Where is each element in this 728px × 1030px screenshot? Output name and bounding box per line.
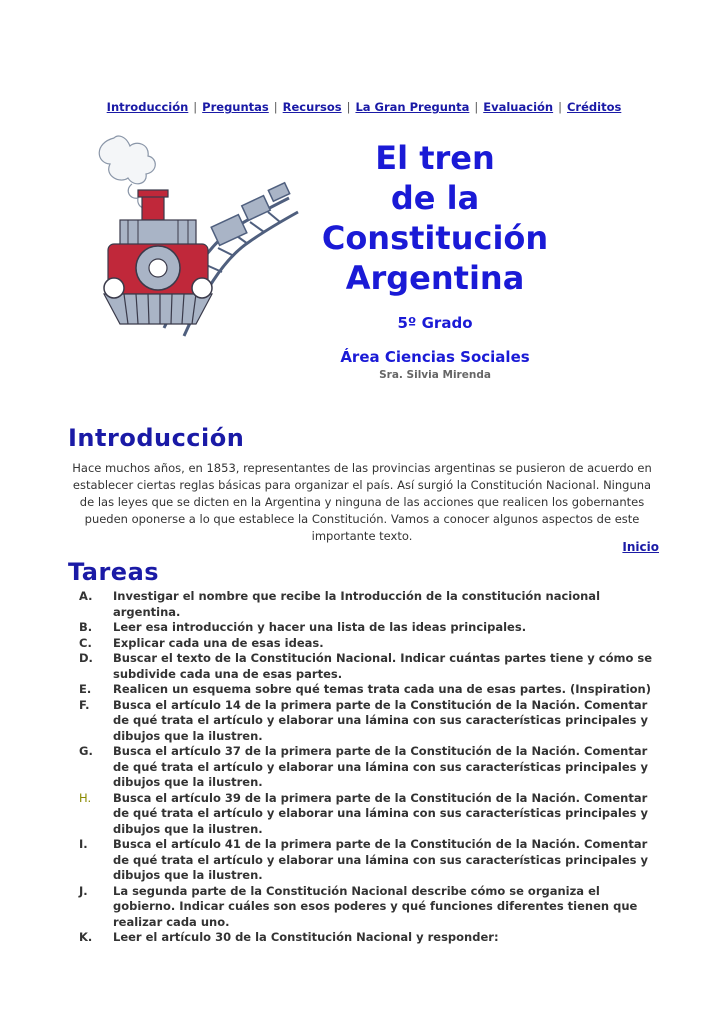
task-text: Busca el artículo 37 de la primera parte de la Constitución de la Nación. Comentar de qué trata el artículo y elaborar una lámina con sus características principales y dibujos que la ilustren.: [113, 744, 648, 789]
title-line: de la: [390, 179, 480, 217]
task-text: Busca el artículo 41 de la primera parte de la Constitución de la Nación. Comentar de qué trata el artículo y elaborar una lámina con sus características principales y dibujos que la ilustren.: [113, 837, 648, 882]
list-marker: B.: [79, 620, 93, 634]
list-item: [76, 698, 660, 745]
list-marker: K.: [79, 930, 93, 944]
list-item: [76, 791, 660, 838]
list-marker: D.: [79, 651, 93, 665]
task-text: Leer esa introducción y hacer una lista de las ideas principales.: [113, 620, 527, 634]
task-list: [76, 589, 660, 946]
intro-heading: Introducción: [68, 424, 245, 452]
list-marker: J.: [79, 883, 88, 898]
top-navigation: [0, 100, 728, 114]
list-marker: A.: [79, 589, 93, 603]
list-marker: H.: [79, 790, 92, 805]
title-block: [300, 138, 570, 381]
grade-label: 5º Grado: [397, 314, 473, 332]
nav-separator: |: [193, 100, 198, 114]
nav-separator: |: [346, 100, 351, 114]
title-line: El tren: [375, 139, 495, 177]
task-text: Leer el artículo 30 de la Constitución Nacional y responder:: [113, 930, 499, 944]
nav-link-creditos[interactable]: Créditos: [566, 100, 622, 114]
list-item: [76, 682, 660, 698]
nav-separator: |: [558, 100, 562, 114]
list-item: [76, 620, 660, 636]
list-item: [76, 930, 660, 946]
list-marker: I.: [79, 837, 88, 851]
list-marker: F.: [79, 697, 90, 712]
page-title: [300, 138, 570, 298]
nav-link-evaluacion[interactable]: Evaluación: [483, 100, 554, 114]
task-text: Investigar el nombre que recibe la Introducción de la constitución nacional argentina.: [113, 589, 601, 619]
nav-separator: |: [273, 100, 278, 114]
nav-link-introduccion[interactable]: Introducción: [106, 100, 189, 114]
list-marker: G.: [79, 744, 93, 758]
nav-link-la-gran-pregunta[interactable]: La Gran Pregunta: [355, 100, 470, 114]
train-clipart-icon: [84, 128, 324, 338]
list-item: [76, 589, 660, 620]
area-label: Área Ciencias Sociales: [340, 348, 530, 366]
task-text: Busca el artículo 39 de la primera parte de la Constitución de la Nación. Comentar de qué trata el artículo y elaborar una lámina con sus características principales y dibujos que la ilustren.: [113, 790, 648, 836]
list-item: [76, 651, 660, 682]
task-text: Busca el artículo 14 de la primera parte de la Constitución de la Nación. Comentar de qué trata el artículo y elaborar una lámina con sus características principales y dibujos que la ilustren.: [113, 697, 648, 743]
nav-link-recursos[interactable]: Recursos: [282, 100, 342, 114]
list-item: [76, 884, 660, 931]
task-text: Realicen un esquema sobre qué temas trata cada una de esas partes. (Inspiration): [113, 682, 651, 696]
list-item: [76, 837, 660, 884]
list-item: [76, 744, 660, 791]
list-item: [76, 636, 660, 652]
title-line: Constitución: [321, 219, 549, 257]
tasks-heading: Tareas: [68, 558, 160, 586]
nav-separator: |: [474, 100, 479, 114]
inicio-link[interactable]: Inicio: [622, 540, 659, 554]
intro-paragraph: Hace muchos años, en 1853, representantes de las provincias argentinas se pusieron de acuerdo en establecer ciertas reglas básicas para organizar el país. Así surgió la Constitución Nacional. Ninguna de las leyes que se dicten en la Argentina y ninguna de las acciones que realicen los gobernantes pueden oponerse a lo que establece la Constitución. Vamos a conocer algunos aspectos de este importante texto.: [72, 461, 652, 543]
task-text: La segunda parte de la Constitución Nacional describe cómo se organiza el gobierno. Indicar cuáles son esos poderes y qué funciones diferentes tienen que realizar cada uno.: [113, 883, 638, 929]
task-text: Explicar cada una de esas ideas.: [113, 635, 324, 650]
list-marker: E.: [79, 682, 92, 696]
nav-link-preguntas[interactable]: Preguntas: [202, 100, 269, 114]
teacher-name: Sra. Silvia Mirenda: [379, 369, 491, 381]
title-line: Argentina: [345, 259, 525, 297]
task-text: Buscar el texto de la Constitución Nacional. Indicar cuántas partes tiene y cómo se subdivide cada una de esas partes.: [113, 651, 653, 681]
list-marker: C.: [79, 635, 92, 650]
